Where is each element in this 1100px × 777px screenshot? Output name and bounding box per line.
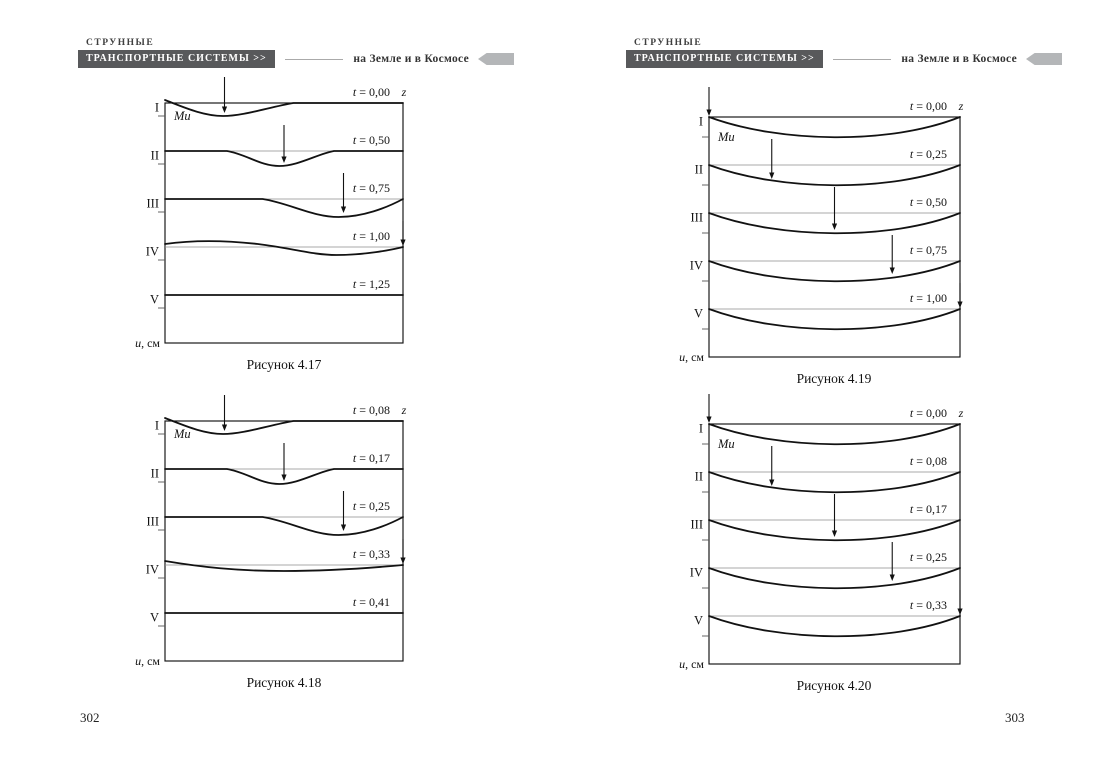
svg-text:z: z	[401, 85, 407, 99]
figure-4-19	[679, 87, 984, 387]
svg-text:t = 0,00: t = 0,00	[909, 99, 947, 113]
svg-text:t = 0,33: t = 0,33	[909, 598, 947, 612]
svg-text:u, см: u, см	[679, 350, 704, 364]
left-arrow-icon	[478, 53, 514, 65]
svg-text:z: z	[958, 406, 964, 420]
svg-text:z: z	[958, 99, 964, 113]
figure-4-19-canvas	[679, 87, 984, 367]
figure-4-17-canvas	[134, 73, 434, 353]
svg-text:t = 0,00: t = 0,00	[352, 85, 390, 99]
figure-caption: Рисунок 4.18	[246, 675, 322, 690]
svg-text:V: V	[149, 610, 159, 625]
svg-text:t = 0,17: t = 0,17	[352, 451, 390, 465]
figure-4-17	[134, 73, 434, 373]
svg-text:t = 1,00: t = 1,00	[909, 291, 947, 305]
svg-text:u, см: u, см	[135, 654, 160, 668]
svg-text:t = 0,50: t = 0,50	[352, 133, 390, 147]
header-row	[626, 50, 1062, 68]
svg-text:z: z	[401, 403, 407, 417]
svg-text:II: II	[150, 466, 159, 481]
svg-text:Mu: Mu	[174, 427, 191, 441]
svg-text:II: II	[150, 148, 159, 163]
svg-text:Mu: Mu	[174, 109, 191, 123]
svg-text:IV: IV	[689, 565, 703, 580]
svg-text:I: I	[154, 100, 159, 115]
svg-text:III: III	[146, 196, 159, 211]
left-arrow-icon	[1026, 53, 1062, 65]
header-subtitle: на Земле и в Космосе	[353, 53, 469, 65]
svg-text:III: III	[690, 517, 703, 532]
svg-text:t = 0,33: t = 0,33	[352, 547, 390, 561]
page-number-left: 302	[80, 710, 100, 725]
page-number-right: 303	[1005, 710, 1025, 725]
header-rule	[285, 59, 344, 60]
svg-text:Mu: Mu	[718, 130, 735, 144]
svg-text:I: I	[698, 114, 703, 129]
figure-caption: Рисунок 4.19	[796, 371, 872, 386]
svg-text:t = 0,41: t = 0,41	[352, 595, 390, 609]
svg-text:t = 0,25: t = 0,25	[909, 550, 947, 564]
svg-text:IV: IV	[145, 562, 159, 577]
svg-text:Mu: Mu	[718, 437, 735, 451]
svg-text:t = 0,75: t = 0,75	[352, 181, 390, 195]
svg-text:V: V	[149, 292, 159, 307]
running-header-right	[626, 38, 1062, 68]
figure-caption: Рисунок 4.17	[246, 357, 322, 372]
svg-text:u, см: u, см	[135, 336, 160, 350]
svg-text:II: II	[694, 469, 703, 484]
figure-caption: Рисунок 4.20	[796, 678, 872, 693]
svg-text:t = 0,17: t = 0,17	[909, 502, 947, 516]
svg-text:t = 1,25: t = 1,25	[352, 277, 390, 291]
svg-text:III: III	[690, 210, 703, 225]
svg-text:t = 0,00: t = 0,00	[909, 406, 947, 420]
svg-text:t = 0,50: t = 0,50	[909, 195, 947, 209]
figure-4-20-canvas	[679, 394, 984, 674]
svg-text:II: II	[694, 162, 703, 177]
figure-4-20	[679, 394, 984, 694]
svg-text:I: I	[698, 421, 703, 436]
svg-text:t = 0,75: t = 0,75	[909, 243, 947, 257]
series-title: СТРУННЫЕ	[86, 38, 155, 48]
svg-text:t = 1,00: t = 1,00	[352, 229, 390, 243]
series-title: СТРУННЫЕ	[634, 38, 703, 48]
svg-text:IV: IV	[145, 244, 159, 259]
running-header-left	[78, 38, 514, 68]
series-band: ТРАНСПОРТНЫЕ СИСТЕМЫ >>	[626, 50, 823, 68]
svg-text:t = 0,08: t = 0,08	[909, 454, 947, 468]
svg-text:V: V	[693, 306, 703, 321]
svg-text:III: III	[146, 514, 159, 529]
svg-text:t = 0,25: t = 0,25	[909, 147, 947, 161]
svg-text:t = 0,25: t = 0,25	[352, 499, 390, 513]
svg-text:IV: IV	[689, 258, 703, 273]
header-row	[78, 50, 514, 68]
header-subtitle: на Земле и в Космосе	[901, 53, 1017, 65]
figure-4-18	[134, 391, 434, 691]
header-rule	[833, 59, 892, 60]
figure-4-18-canvas	[134, 391, 434, 671]
svg-text:V: V	[693, 613, 703, 628]
svg-text:t = 0,08: t = 0,08	[352, 403, 390, 417]
svg-text:u, см: u, см	[679, 657, 704, 671]
svg-text:I: I	[154, 418, 159, 433]
series-band: ТРАНСПОРТНЫЕ СИСТЕМЫ >>	[78, 50, 275, 68]
